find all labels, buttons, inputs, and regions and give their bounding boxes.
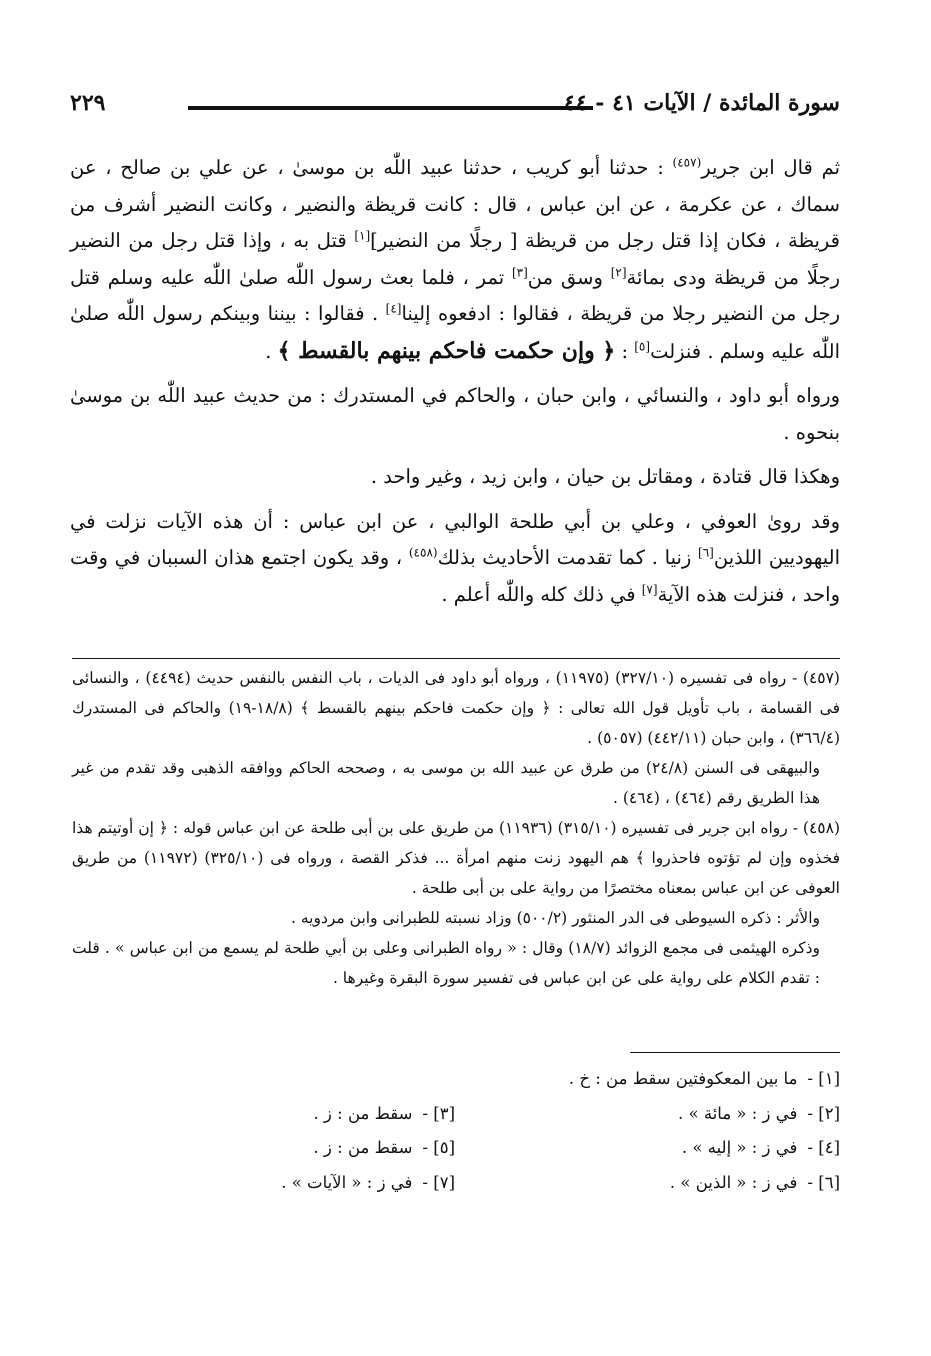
text-run: : حدثنا أبو كريب ، حدثنا عبيد اللّٰه بن موسىٰ ، عن علي بن صالح ، عن سماك ، عن عكرمة ، عن ابن عباس ، قال : كانت قريظة والنضير ، وكانت النضير أشرف من قريظة ، فكان إذا قتل رجل من قريظة [ رجلًا من النضير xyxy=(70,156,840,252)
footnote-ref: (٤٥٨) xyxy=(408,545,438,560)
variant-number: [٥] - xyxy=(422,1138,455,1157)
variant-ref: [٤] xyxy=(385,301,402,316)
footnote-458: (٤٥٨) - رواه ابن جرير فى تفسيره (٣١٥/١٠) (١١٩٣٦) من طريق على بن أبى طلحة عن ابن عباس قوله : ﴿ إن أوتيتم هذا فخذوه وإن لم تؤتوه فاحذروا ﴾ هم اليهود زنت منهم امرأة ... فذكر القصة ، ورواه فى (٣٢٥/١٠) (١١٩٧٢) من طريق العوفى عن ابن عباس بمعناه مختصرًا من رواية على بن أبى طلحة . xyxy=(72,819,840,897)
footnotes xyxy=(72,663,840,993)
variant-text: ما بين المعكوفتين سقط من : خ . xyxy=(568,1069,798,1088)
paragraph-narrators: ورواه أبو داود ، والنسائي ، وابن حبان ، والحاكم في المستدرك : من حديث عبيد اللّٰه بن موسىٰ بنحوه . xyxy=(70,384,840,444)
variant-ref: [٣] xyxy=(511,265,528,279)
variants-separator xyxy=(630,1052,840,1053)
text-run: . فقالوا : بيننا وبينكم رسول اللّٰه صلىٰ اللّٰه عليه وسلم . فنزلت xyxy=(70,302,840,363)
variant-text: في ز : « الآيات » . xyxy=(281,1172,413,1192)
variant-item xyxy=(569,1062,840,1097)
footnote-458-athar: والأثر : ذكره السيوطى فى الدر المنثور (٥٠٠/٢) وزاد نسبته للطبرانى وابن مردويه . xyxy=(291,909,820,927)
paragraph-reasons xyxy=(70,504,840,614)
variant-ref: [٢] xyxy=(610,265,627,279)
running-header xyxy=(70,86,840,122)
main-text xyxy=(70,150,840,613)
text-run: : xyxy=(615,339,635,363)
text-run: قتل به ، وإذا قتل رجل من النضير رجلًا من قريظة ودى بمائة xyxy=(70,229,840,289)
surah-title: سورة المائدة / الآيات ٤١ - ٤٤ xyxy=(564,90,840,116)
variant-item xyxy=(70,1097,455,1132)
footnote-457-continued: والبيهقى فى السنن (٢٤/٨) من طرق عن عبيد الله بن موسى به ، وصححه الحاكم ووافقه الذهبى وقد تقدم من غير هذا الطريق رقم (٤٦٤) ، (٤٦٤) . xyxy=(72,759,820,807)
variant-ref: [٧] xyxy=(641,582,658,596)
paragraph-others: وهكذا قال قتادة ، ومقاتل بن حيان ، وابن زيد ، وغير واحد . xyxy=(370,465,840,488)
variant-item xyxy=(455,1097,840,1132)
variant-item xyxy=(455,1131,840,1166)
manuscript-variants xyxy=(70,1062,840,1200)
text-run: . xyxy=(265,339,278,363)
variant-text: في ز : « إليه » . xyxy=(681,1138,798,1157)
variant-number: [٢] - xyxy=(807,1103,840,1123)
variant-item xyxy=(455,1166,840,1201)
footnote-separator xyxy=(72,658,840,659)
quran-verse: ﴿ وإن حكمت فاحكم بينهم بالقسط ﴾ xyxy=(277,337,616,364)
variant-row xyxy=(70,1062,840,1097)
text-run: ثم قال ابن جرير xyxy=(701,156,840,179)
text-run: زنيا . كما تقدمت الأحاديث بذلك xyxy=(437,546,699,569)
variant-number: [٧] - xyxy=(422,1172,455,1192)
variant-ref: [٥] xyxy=(634,339,651,353)
variant-text: سقط من : ز . xyxy=(313,1103,413,1123)
variant-item xyxy=(70,1131,455,1166)
variant-number: [٤] - xyxy=(807,1138,840,1157)
page-number: ٢٢٩ xyxy=(70,90,106,116)
variant-number: [٦] - xyxy=(807,1172,840,1192)
text-run: وسق من xyxy=(527,265,611,289)
variant-ref: [١] xyxy=(354,228,371,243)
variant-number: [١] - xyxy=(807,1069,840,1088)
variant-row xyxy=(70,1131,840,1166)
variant-ref: [٦] xyxy=(698,545,714,560)
variant-text: في ز : « الذين » . xyxy=(669,1172,798,1192)
variant-item xyxy=(70,1166,455,1201)
text-run: وقد روىٰ العوفي ، وعلي بن أبي طلحة الوالبي ، عن ابن عباس : أن هذه الآيات نزلت في اليهوديين اللذين xyxy=(70,509,840,569)
text-run: تمر ، فلما بعث رسول اللّٰه صلىٰ اللّٰه عليه وسلم قتل رجل من النضير رجلا من قريظة ، فقالوا : ادفعوه إلينا xyxy=(70,265,840,325)
variant-text: في ز : « مائة » . xyxy=(678,1103,798,1123)
bracket: ] xyxy=(370,229,378,252)
variant-row xyxy=(70,1097,840,1132)
variant-number: [٣] - xyxy=(422,1103,455,1123)
footnote-458-haythami: وذكره الهيثمى فى مجمع الزوائد (١٨/٧) وقال : « رواه الطبرانى وعلى بن أبي طلحة لم يسمع من ابن عباس » . قلت : تقدم الكلام على رواية على عن ابن عباس فى تفسير سورة البقرة وغيرها . xyxy=(72,939,820,987)
text-run: في ذلك كله واللّٰه أعلم . xyxy=(441,582,642,606)
text-run: ، وقد يكون اجتمع هذان السببان في وقت واحد ، فنزلت هذه الآية xyxy=(70,546,840,606)
header-rule xyxy=(188,106,593,110)
footnote-ref: (٤٥٧) xyxy=(672,155,702,170)
variant-text: سقط من : ز . xyxy=(313,1138,413,1157)
paragraph-hadith xyxy=(70,150,840,370)
variant-row xyxy=(70,1166,840,1201)
footnote-457: (٤٥٧) - رواه فى تفسيره (٣٢٧/١٠) (١١٩٧٥) ، ورواه أبو داود فى الديات ، باب النفس بالنفس حديث (٤٤٩٤) ، والنسائى فى القسامة ، باب تأويل قول الله تعالى : ﴿ وإن حكمت فاحكم بينهم بالقسط ﴾ (١٨/٨-١٩) والحاكم فى المستدرك (٣٦٦/٤) ، وابن حبان (٤٤٢/١١) (٥٠٥٧) . xyxy=(72,669,840,747)
